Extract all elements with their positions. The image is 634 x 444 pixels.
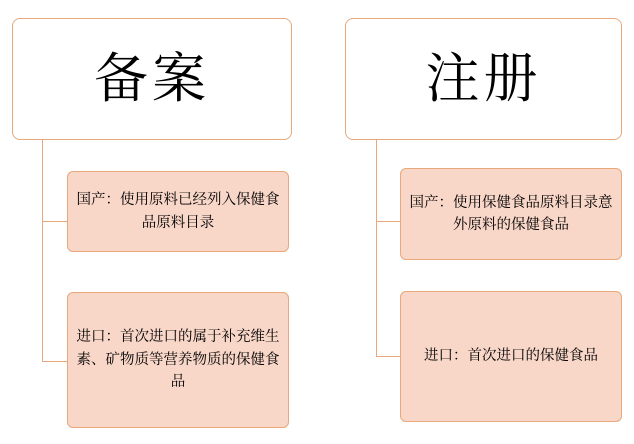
root-box-filing-label: 备案 xyxy=(94,47,210,110)
connector-filing-spine xyxy=(42,140,43,362)
connector-filing-child-1 xyxy=(42,221,67,222)
root-box-registration[interactable] xyxy=(345,18,622,140)
child-box-registration-domestic[interactable] xyxy=(400,168,622,260)
child-box-filing-imported[interactable] xyxy=(67,292,289,428)
root-box-filing[interactable] xyxy=(12,18,292,140)
child-box-filing-domestic-label: 国产：使用原料已经列入保健食品原料目录 xyxy=(76,192,280,231)
child-box-registration-domestic-label: 国产：使用保健食品原料目录意外原料的保健食品 xyxy=(409,194,613,233)
connector-registration-child-2 xyxy=(376,356,400,357)
root-box-registration-label: 注册 xyxy=(425,47,542,110)
connector-filing-child-2 xyxy=(42,361,67,362)
child-box-registration-imported[interactable] xyxy=(400,291,622,422)
connector-registration-spine xyxy=(376,140,377,357)
child-box-registration-imported-label: 进口：首次进口的保健食品 xyxy=(424,348,598,365)
child-box-filing-imported-label: 进口：首次进口的属于补充维生素、矿物质等营养物质的保健食品 xyxy=(76,329,280,391)
connector-registration-child-1 xyxy=(376,221,400,222)
child-box-filing-domestic[interactable] xyxy=(67,171,289,252)
